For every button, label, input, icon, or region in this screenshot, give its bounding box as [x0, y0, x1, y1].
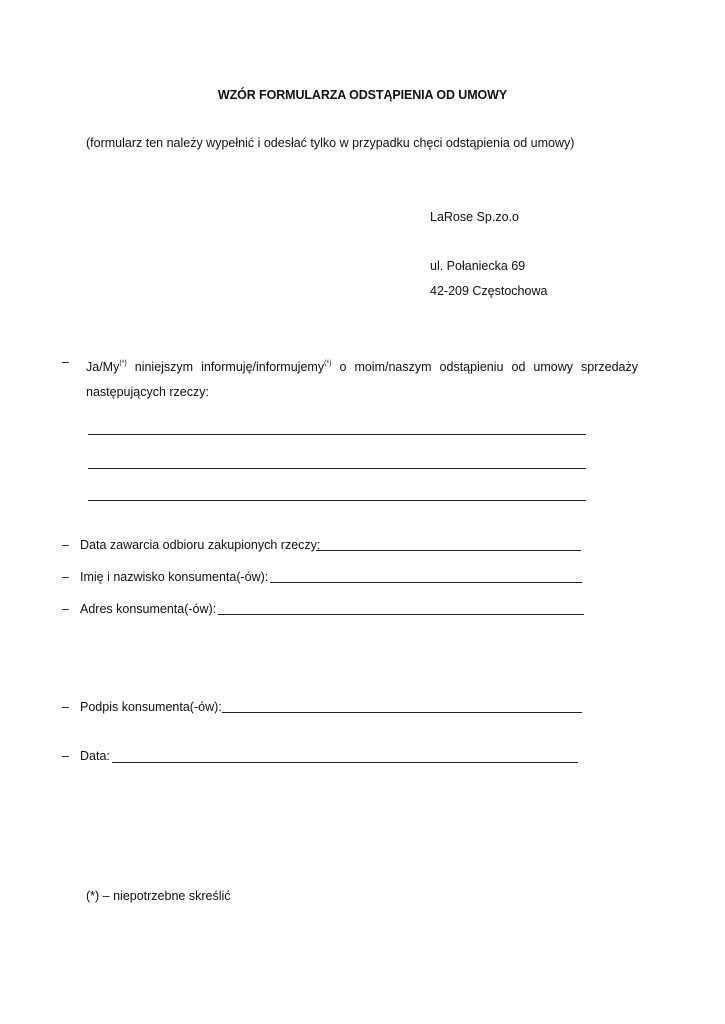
contract-date-bullet: –	[62, 538, 69, 552]
form-instructions: (formularz ten należy wypełnić i odesłać tylko w przypadku chęci odstąpienia od umowy)	[86, 136, 575, 150]
form-title: WZÓR FORMULARZA ODSTĄPIENIA OD UMOWY	[217, 88, 508, 102]
consumer-address-bullet: –	[62, 602, 69, 616]
signature-label: Podpis konsumenta(-ów):	[80, 700, 222, 714]
consumer-address-line[interactable]	[218, 614, 584, 615]
recipient-city: 42-209 Częstochowa	[430, 284, 548, 298]
contract-date-line[interactable]	[316, 550, 581, 551]
statement-mark-1: (*)	[119, 360, 127, 367]
items-line-3[interactable]	[88, 500, 586, 501]
date-line[interactable]	[112, 762, 578, 763]
recipient-company: LaRose Sp.zo.o	[430, 210, 519, 224]
date-label: Data:	[80, 749, 110, 763]
statement-part-2: niniejszym informuję/informujemy	[126, 360, 325, 374]
statement-part-3: o moim/naszym odstąpieniu od umowy sprzedaży następujących rzeczy:	[86, 360, 638, 399]
consumer-name-line[interactable]	[270, 582, 582, 583]
statement-mark-2: (*)	[324, 360, 332, 367]
signature-line[interactable]	[222, 712, 582, 713]
contract-date-label: Data zawarcia odbioru zakupionych rzeczy:	[80, 538, 321, 552]
recipient-street: ul. Połaniecka 69	[430, 259, 526, 273]
items-line-2[interactable]	[88, 468, 586, 469]
statement-part-1: Ja/My	[86, 360, 120, 374]
consumer-name-bullet: –	[62, 570, 69, 584]
signature-bullet: –	[62, 700, 69, 714]
withdrawal-statement	[86, 355, 638, 405]
consumer-name-label: Imię i nazwisko konsumenta(-ów):	[80, 570, 269, 584]
date-bullet: –	[62, 749, 69, 763]
statement-bullet: –	[62, 355, 69, 369]
consumer-address-label: Adres konsumenta(-ów):	[80, 602, 217, 616]
items-line-1[interactable]	[88, 434, 586, 435]
footnote: (*) – niepotrzebne skreślić	[86, 889, 231, 903]
